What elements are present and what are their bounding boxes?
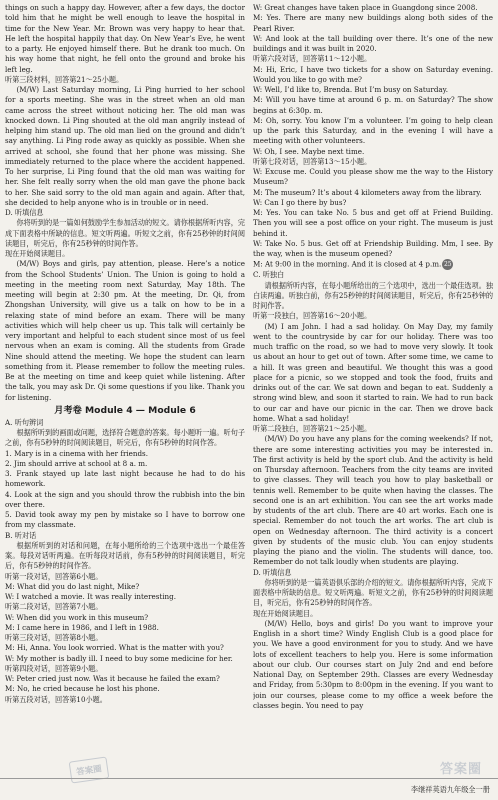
text-paragraph [5,449,245,459]
text-paragraph [5,684,245,694]
text-paragraph [253,157,493,167]
text-paragraph [253,259,493,270]
paragraph-text: 现在开始阅读题目。 [5,249,70,258]
text-paragraph [253,434,493,567]
two-column-text [5,3,493,778]
paragraph-text: M: The museum? It’s about 4 kilometers away from the library. [253,187,482,197]
paragraph-text: (M/W) Do you have any plans for the coming weekends? If not, there are some interesting activities you may be interested in. The first activity is held by the sport club. And the activity is held on Thursday afternoon. Teachers from the city teams are invited to give classes. They will teach you how to play basketball or tennis well. Remember to be quite when having the classes. The second one is an art exhibition. You can see the art works made by students of the art club. There are 40 art works. Each one is special. Remember do not touch the art works. The art club is open on Wednesday afternoon. The third activity is a concert given by students of the music club. You can enjoy students playing the piano and the violin. The students will dance, too. Remember do not talk loudly when students are playing. [253,434,493,567]
paragraph-text: 听第六段对话，回答第11～12小题。 [253,54,372,64]
text-paragraph [5,674,245,684]
paragraph-text: (M/W) Boys and girls, pay attention, please. Here’s a notice from the School Students’ Union. The Union is going to hold a meeting in the meeting room next Saturday, May 18th. The meeting will begin at 2:30 pm. At the meeting, Dr. Qi, from Zhongshan University, will give us a talk on how to be in a relaxing state of mind before an exam. There will be many activities which will help cheer us up. This talk will certainly be very important and helpful to each student since most of us feel nervous when an exam is coming. All the students from Grade Nine should attend the meeting. We hope the student can learn something from it. Please remember to follow the meeting rules. Be at the meeting on time and keep quiet while listening. After the talk, you may ask Dr. Qi some questions if you like. Thank you for listening. [5,259,245,402]
paragraph-text: W: I watched a movie. It was really interesting. [5,592,176,601]
paragraph-text: 3. Frank stayed up late last night because he had to do his homework. [5,469,245,489]
paragraph-text: 听第三段对话，回答第8小题。 [5,633,103,642]
text-paragraph [253,54,493,64]
text-paragraph [5,633,245,643]
paragraph-text: (M) I am John. I had a sad holiday. On May Day, my family went to the countryside by car for our holiday. There was too much traffic on the road, so we had to move very slowly. It took us about an hour to get out of town. After some time, we came to a hill. It was green and beautiful. We thought this was a good place for a picnic, so we stopped and took the food, fruits and drinks out of the car. We sat down and began to eat. Suddenly a strong wind blew, and soon it started to rain. We had to run back to our car and have our picnic in the car. Then we drove back home. What a sad holiday! [253,321,493,423]
page-number-badge: 25 [443,261,452,269]
text-paragraph [253,3,493,13]
paragraph-text: 听第四段对话，回答第9小题。 [5,663,103,673]
paragraph-text: 听第七段对话，回答第13～15小题。 [253,156,372,166]
text-paragraph [5,541,245,572]
paragraph-text: 1. Mary is in a cinema with her friends. [5,448,148,458]
paragraph-text: D. 听填信息 [253,567,292,577]
text-paragraph [253,424,493,434]
text-paragraph [5,3,245,75]
text-paragraph [5,695,245,705]
text-paragraph [5,469,245,490]
paragraph-text: M: Oh, sorry. You know I’m a volunteer. I’m going to help clean up the park this Saturday, and in the evening I will have a meeting with other volunteers. [253,115,493,146]
paragraph-text: W: My mother is badly ill. I need to buy some medicine for her. [5,653,233,663]
text-paragraph [5,613,245,623]
paragraph-text: A. 听句辨词 [5,417,44,427]
paragraph-text: 你将听到的是一篇英语俱乐部的介绍的短文。请你根据所听内容，完成下面表格中所缺的信息。短文听两遍。听短文之前，你有25秒钟的时间阅读题目，听完后，你有25秒钟的时间作答。 [253,577,493,608]
paragraph-text: 请根据所听内容，在每小题所给出的三个选项中，选出一个最佳选项。独白读两遍。听独白前，你有25秒钟的时间阅读题目，听完后，你有25秒钟的时间作答。 [253,280,493,310]
paragraph-text: 现在开始阅读题目。 [253,608,318,618]
paragraph-text: 5. David took away my pen by mistake so I have to borrow one from my classmate. [5,510,245,530]
text-paragraph [253,619,493,711]
text-paragraph [253,198,493,208]
paragraph-text: W: Can I go there by bus? [253,197,347,207]
paragraph-text: 听第三段材料，回答第21～25小题。 [5,74,124,84]
text-paragraph [5,582,245,592]
paragraph-text: M: What did you do last night, Mike? [5,581,140,591]
text-paragraph [253,13,493,34]
text-paragraph [253,281,493,312]
text-paragraph [253,34,493,55]
paragraph-text: M: Yes. There are many new buildings along both sides of the Pearl River. [253,13,493,33]
paragraph-text: 根据所听到的对话和问题，在每小题所给的三个选项中选出一个最佳答案。每段对话听两遍。在听每段对话前，你有5秒钟的时间阅读题目，听完后，你有5秒钟的时间作答。 [5,540,245,571]
right-section [253,3,493,711]
paragraph-text: W: Oh, I see. Maybe next time. [253,146,365,156]
text-paragraph [253,270,493,280]
paragraph-text: things on such a happy day. However, after a few days, the doctor told him that he might be well enough to leave the hospital in time for the New Year. Mr. Brown was very happy to hear that. He left the hospital happily that day. On New Year’s Eve, he went to a party. He enjoyed himself there. But he drank too much. On his way home that night, he fell onto the ground and broke his left leg. [5,3,245,74]
text-paragraph [5,664,245,674]
paragraph-text: (M/W) Last Saturday morning, Li Ping hurried to her school for a sports meeting. She was in the street when an old man came across the street without noticing her. The old man was knocked down. Li Ping shouted at the old man angrily instead of helping him stand up. The old man lied on the ground and didn’t say anything. Li Ping rode away as quickly as possible. When she arrived at school, she found that her phone was missing. She immediately returned to the place where the accident happened. To her surprise, Li Ping found that the old man was waiting for her. She felt really sorry when the old man gave the phone back to her. She said sorry to the old man again and again. After that, she decided to help anyone who is in trouble or in need. [5,85,245,207]
paragraph-text: M: Will you have time at around 6 p. m. on Saturday? The show begins at 6:30p. m. [253,95,493,115]
text-paragraph [5,85,245,208]
text-paragraph [253,239,493,260]
paragraph-text: 听第五段对话，回答第10小题。 [5,694,107,704]
paragraph-text: M: Hi, Eric, I have two tickets for a show on Saturday evening. Would you like to go with me? [253,64,493,84]
text-paragraph [5,75,245,85]
text-paragraph [5,623,245,633]
paragraph-text: (M/W) Hello, boys and girls! Do you want to improve your English in a short time? Windy English Club is a good place for you. We have a good environment for you to study. And we have lots of excellent teachers to help you. Here is some information about our club. Our courses start on July 2nd and end before National Day, on September 29th. Classes are every Wednesday and Friday, from 5:30pm to 8:00pm in the evening. If you want to join our courses, please come to my office a week before the classes begin. You need to pay [253,618,493,710]
left-column [5,3,245,778]
text-paragraph [253,147,493,157]
text-paragraph [5,418,245,428]
paragraph-text: 听第一段对话，回答第6小题。 [5,571,103,581]
text-paragraph [5,259,245,403]
text-paragraph [253,208,493,239]
text-paragraph [253,311,493,321]
text-paragraph [253,85,493,95]
paragraph-text: W: Great changes have taken place in Guangdong since 2008. [253,3,478,12]
paragraph-text: 听第二段对话，回答第7小题。 [5,602,103,612]
text-paragraph [5,592,245,602]
text-paragraph [5,602,245,612]
text-paragraph [5,490,245,511]
right-column [253,3,493,778]
text-paragraph [5,218,245,249]
footer-book-title: 李继祥英语九年级全一册 [410,784,490,794]
paragraph-text: 听第二段独白，回答第21～25小题。 [253,424,372,433]
text-paragraph [5,510,245,531]
section-title: 月考卷 Module 4 — Module 6 [54,404,196,416]
paragraph-text: 根据所听到的画面或问题，选择符合题意的答案。每小题听一遍。听句子之前，你有5秒钟的时间阅读题目，听完后，你有5秒钟的时间作答。 [5,428,245,448]
paragraph-text: 你将听到的是一篇如何鼓励学生参加活动的短文。请你根据所听内容，完成下面表格中所缺的信息。短文听两遍。听短文之前，你有25秒钟的时间阅读题目，听完后，你有25秒钟的时间作答。 [5,218,245,248]
text-paragraph [5,643,245,653]
page-footer [0,778,498,800]
paragraph-text: C. 听独白 [253,270,285,280]
text-paragraph [5,459,245,469]
text-paragraph [253,578,493,609]
text-paragraph [5,249,245,259]
paragraph-text: 2. Jim should arrive at school at 8 a. m. [5,458,148,468]
text-paragraph [253,65,493,86]
paragraph-text: M: No, he cried because he lost his phone. [5,684,160,694]
text-paragraph [253,568,493,578]
text-paragraph [5,208,245,218]
watermark-stamp: 答案圈 [69,756,110,783]
paragraph-text: M: Hi, Anna. You look worried. What is the matter with you? [5,643,224,653]
paragraph-text: M: Yes. You can take No. 5 bus and get off at Friend Building. Then you will see a post office on your right. The museum is just behind it. [253,208,493,238]
text-paragraph [5,572,245,582]
paragraph-text: M: At 9:00 in the morning. And it is closed at 4 p.m. [253,259,442,269]
watermark-logo: 答案圈 [440,762,483,777]
text-paragraph [5,428,245,449]
paragraph-text: 听第一段独白，回答第16～20小题。 [253,311,372,321]
text-paragraph [253,322,493,425]
paragraph-text: B. 听对话 [5,530,37,540]
text-paragraph [253,609,493,619]
text-paragraph [253,188,493,198]
paragraph-text: W: When did you work in this museum? [5,612,149,622]
text-paragraph [5,654,245,664]
text-paragraph [253,95,493,116]
paragraph-text: W: And look at the tall building over there. It’s one of the new buildings and it was built in 2020. [253,33,493,53]
paragraph-text: W: Take No. 5 bus. Get off at Friendship Building. Mm, I see. By the way, when is the museum opened? [253,238,493,258]
paragraph-text: W: Excuse me. Could you please show me the way to the History Museum? [253,167,493,187]
text-paragraph [253,167,493,188]
paragraph-text: M: I came here in 1986, and I left in 1988. [5,622,159,632]
text-paragraph [5,531,245,541]
paragraph-text: D. 听填信息 [5,208,44,217]
left-section-bottom [5,418,245,705]
paragraph-text: W: Peter cried just now. Was it because he failed the exam? [5,674,220,683]
paragraph-text: 4. Look at the sign and you should throw the rubbish into the bin over there. [5,489,245,509]
paragraph-text: W: Well, I’d like to, Brenda. But I’m busy on Saturday. [253,85,449,94]
left-section-top [5,3,245,403]
text-paragraph [253,116,493,147]
